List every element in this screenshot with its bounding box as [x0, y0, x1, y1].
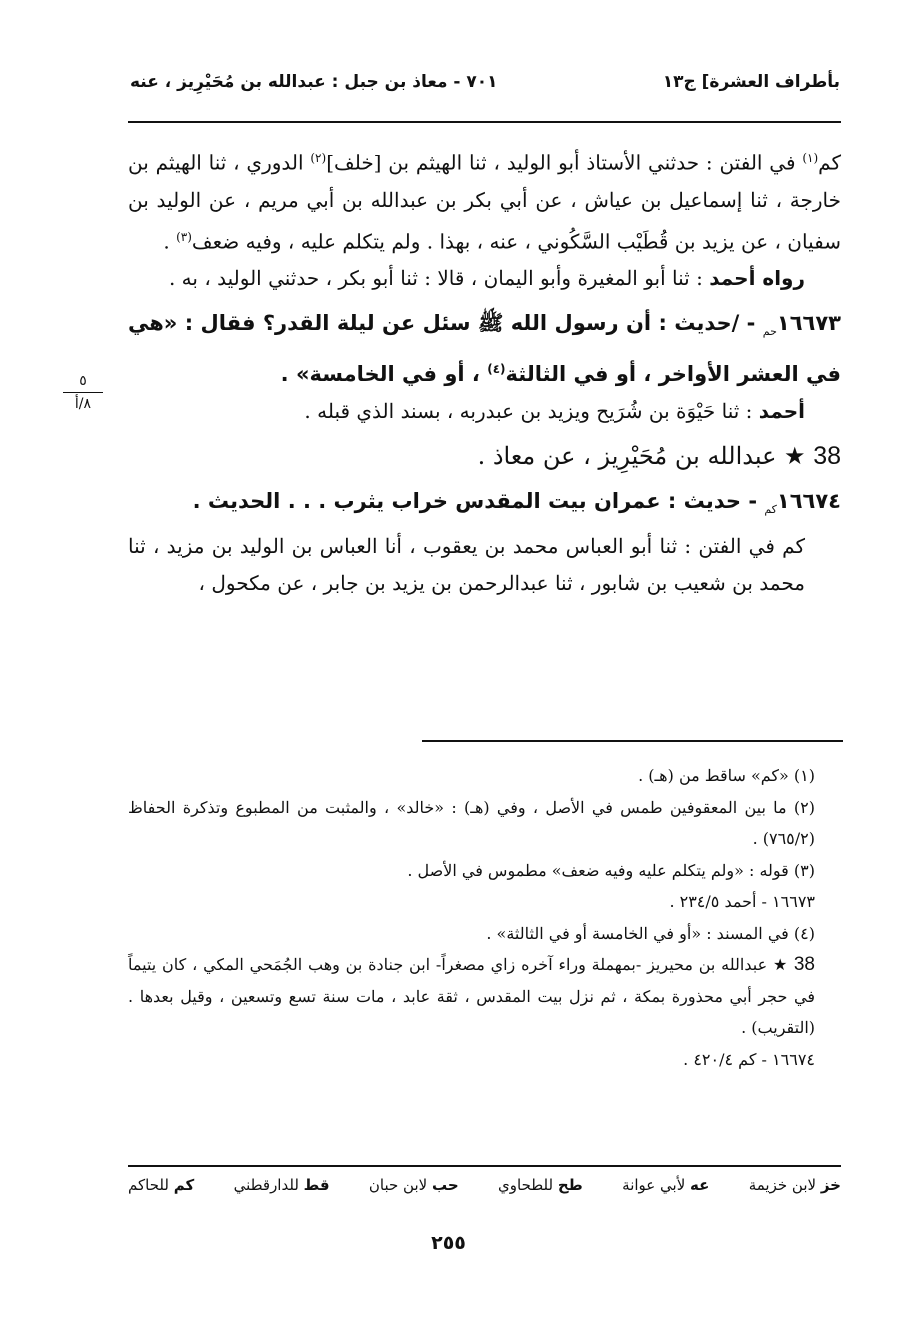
abbreviation-legend — [128, 1176, 841, 1194]
hadith-sigla: حم — [762, 325, 777, 339]
hadith-16674-source: كم في الفتن : ثنا أبو العباس محمد بن يعقوب ، أنا العباس بن الوليد بن مزيد ، ثنا محمد بن شعيب بن شابور ، ثنا عبدالرحمن بن يزيد بن جابر ، عن مكحول ، — [128, 533, 805, 595]
hadith-16673-heading — [128, 305, 841, 392]
legend-value: لابن خزيمة — [748, 1176, 821, 1194]
hadith-16674-heading — [128, 483, 841, 528]
narrator-bio-note — [128, 949, 841, 1044]
narrator-name: رواه أحمد — [709, 266, 805, 291]
hadith-text: - حديث : عمران بيت المقدس خراب يثرب . . . الحديث . — [192, 488, 765, 513]
footnotes — [128, 760, 841, 1075]
folio-divider — [63, 392, 103, 393]
header-chapter: ٧٠١ - معاذ بن جبل : عبدالله بن مُحَيْرِيز ، عنه — [130, 72, 498, 92]
source-abbrev: كم — [818, 150, 841, 175]
paragraph-text: في الفتن : حدثني الأستاذ أبو الوليد ، ثنا الهيثم بن [خلف] — [326, 150, 803, 175]
bio-number: 38 — [793, 954, 815, 975]
star-icon: ★ — [784, 441, 806, 470]
footnote-3: (٣) قوله : «ولم يتكلم عليه وفيه ضعف» مطموس في الأصل . — [407, 860, 815, 880]
narrator-section-title — [128, 438, 841, 475]
footnote-ref-3: (٣) — [176, 229, 192, 244]
folio-side: ٨/أ — [74, 396, 92, 412]
legend-item — [234, 1176, 330, 1194]
legend-value: للدارقطني — [233, 1176, 304, 1194]
bio-text: عبدالله بن محيريز -بمهملة وراء آخره زاي مصغراً- ابن جنادة بن وهب الجُمَحي المكي ، كان يتيماً في حجر أبي محذورة بمكة ، ثم نزل بيت المقدس ، ثقة عابد ، مات سنة تسع وتسعين ، وقيل بعدها . (التقريب) . — [128, 955, 815, 1037]
footnote-rule — [422, 740, 843, 742]
paragraph-text: : ثنا أبو المغيرة وأبو اليمان ، قالا : ثنا أبو بكر ، حدثني الوليد ، به . — [168, 266, 710, 291]
running-header — [130, 72, 840, 102]
hadith-number: ١٦٦٧٣ — [776, 311, 841, 336]
legend-item — [128, 1176, 194, 1194]
legend-key: كم — [173, 1176, 195, 1194]
folio-number: ٥ — [79, 373, 87, 389]
footnote-ref-4: (٤) — [487, 361, 506, 376]
hadith-text: - /حديث : أن رسول الله ﷺ سئل عن ليلة القدر؟ فقال : «هي في العشر الأواخر ، أو في الثالثة — [128, 311, 841, 386]
legend-key: حب — [431, 1176, 459, 1194]
footnote-1: (١) «كم» ساقط من (هـ) . — [638, 766, 815, 785]
legend-key: خز — [820, 1176, 841, 1194]
legend-item — [622, 1176, 709, 1194]
legend-item — [369, 1176, 459, 1194]
star-icon: ★ — [772, 955, 789, 974]
hadith-sigla: كم — [764, 502, 777, 516]
footnote-ref-2: (٢) — [310, 151, 327, 165]
section-number: 38 — [813, 441, 841, 470]
legend-value: للطحاوي — [498, 1176, 558, 1194]
paragraph-text: الدوري ، ثنا الهيثم بن خارجة ، ثنا إسماعيل بن عياش ، عن أبي بكر بن عبدالله بن أبي مريم ، عن الوليد بن سفيان ، عن يزيد بن قُطَيْب السَّكُوني ، عنه ، بهذا . ولم يتكلم عليه ، وفيه ضعف — [128, 150, 841, 254]
hadith-text: ، أو في الخامسة» . — [280, 361, 488, 386]
legend-item — [749, 1176, 841, 1194]
section-title-text: عبدالله بن مُحَيْرِيز ، عن معاذ . — [477, 441, 785, 470]
legend-key: عه — [690, 1176, 710, 1194]
legend-item — [498, 1176, 583, 1194]
source-text: : ثنا حَيْوَة بن شُرَيح ويزيد بن عبدربه ، بسند الذي قبله . — [304, 398, 759, 423]
footnote-4: (٤) في المسند : «أو في الخامسة أو في الثالثة» . — [486, 923, 815, 943]
legend-rule — [128, 1165, 841, 1167]
legend-value: لابن حبان — [368, 1176, 432, 1194]
legend-key: قط — [303, 1176, 330, 1194]
footnote-ref-16674: ١٦٦٧٤ - كم ٤٢٠/٤ . — [683, 1049, 815, 1069]
main-text — [128, 140, 841, 602]
source-name: أحمد — [758, 398, 805, 423]
legend-value: لأبي عوانة — [622, 1176, 691, 1194]
header-rule — [128, 121, 841, 123]
footnote-ref-1: (١) — [802, 151, 819, 165]
paragraph-ahmad — [128, 260, 841, 297]
legend-key: طح — [557, 1176, 583, 1194]
hadith-16673-source — [128, 393, 841, 430]
paragraph-text: . — [163, 229, 177, 254]
footnote-ref-16673: ١٦٦٧٣ - أحمد ٢٣٤/٥ . — [669, 892, 815, 911]
page-number: ٢٥٥ — [431, 1232, 466, 1254]
hadith-number: ١٦٦٧٤ — [776, 488, 841, 513]
legend-value: للحاكم — [128, 1176, 174, 1194]
paragraph-kam-source — [128, 140, 841, 260]
header-volume: بأطراف العشرة] ج١٣ — [662, 72, 840, 92]
manuscript-folio-note — [58, 372, 108, 413]
footnote-2: (٢) ما بين المعقوفين طمس في الأصل ، وفي (هـ) : «خالد» ، والمثبت من المطبوع وتذكرة الحفاظ (٧٦٥/٢) . — [128, 797, 815, 848]
